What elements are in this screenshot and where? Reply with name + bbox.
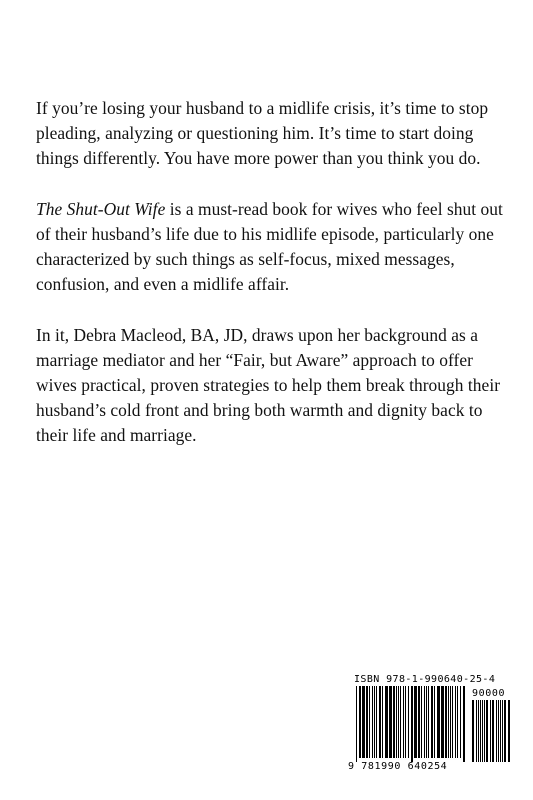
barcode-addon-bar — [484, 700, 485, 762]
barcode-bar — [437, 686, 440, 758]
barcode-bar — [424, 686, 425, 758]
barcode-addon-bar — [500, 700, 501, 762]
barcode-bar — [414, 686, 417, 758]
barcode-addon-bar — [478, 700, 479, 762]
barcode-bar — [431, 686, 433, 758]
barcode-bar — [376, 686, 377, 758]
barcode-bar — [405, 686, 406, 758]
barcode-bar — [374, 686, 375, 758]
barcode-addon-bar — [490, 700, 491, 762]
barcode-addon-bar — [482, 700, 483, 762]
blurb-paragraph-1: If you’re losing your husband to a midlife crisis, it’s time to stop pleading, analyzing or questioning him. It’s time to start doing things differently. You have more power than you think you do. — [36, 98, 489, 168]
barcode-bar — [379, 686, 381, 758]
barcode-bar — [385, 686, 388, 758]
barcode-bar — [441, 686, 444, 758]
barcode-bar — [403, 686, 404, 758]
blurb-paragraph-3: In it, Debra Macleod, BA, JD, draws upon her background as a marriage mediator and her “Fair, but Aware” approach to offer wives practical, proven strategies to help them break through their husband’s cold front and bring both warmth and dignity back to their life and marriage. — [36, 325, 501, 445]
barcode-addon-bar — [486, 700, 488, 762]
back-cover-blurb — [36, 96, 506, 474]
barcode-bar — [452, 686, 453, 758]
barcode-bar — [418, 686, 420, 758]
isbn-label: ISBN 978-1-990640-25-4 — [354, 674, 496, 685]
barcode-bar — [455, 686, 456, 758]
barcode-bar — [408, 686, 409, 758]
barcode-ean-digits: 9 781990 640254 — [348, 761, 448, 772]
barcode-bar — [396, 686, 397, 758]
barcode-bar — [366, 686, 368, 758]
barcode-addon-bar — [498, 700, 499, 762]
barcode-bar — [389, 686, 392, 758]
barcode-bar — [382, 686, 383, 758]
barcode-bar — [369, 686, 370, 758]
barcode-bar — [450, 686, 451, 758]
barcode-bar — [426, 686, 427, 758]
barcode-bar — [460, 686, 461, 758]
barcode-addon-bar — [504, 700, 506, 762]
barcode-addon-bar — [502, 700, 503, 762]
barcode-bar — [359, 686, 361, 758]
barcode-bar — [428, 686, 429, 758]
barcode-addon-digits: 90000 — [472, 688, 506, 699]
barcode-bar — [393, 686, 395, 758]
barcode-addon-bar — [496, 700, 497, 762]
barcode-addon-bar — [480, 700, 481, 762]
barcode-bar — [372, 686, 373, 758]
barcode-bar — [356, 686, 357, 762]
barcode-addon-bar — [472, 700, 474, 762]
blurb-paragraph-2-text: is a must-read book for wives who feel shut out of their husband’s life due to his midlife episode, particularly one characterized by such things as self-focus, mixed messages, confusion, and even a midlife affair. — [36, 199, 503, 294]
barcode-bar — [434, 686, 435, 758]
barcode-addon-bar — [508, 700, 510, 762]
barcode-bar — [398, 686, 399, 758]
barcode-addon-bar — [476, 700, 477, 762]
barcode-bar — [421, 686, 422, 758]
book-title: The Shut-Out Wife — [36, 199, 166, 219]
isbn-barcode — [346, 668, 514, 778]
barcode-bar — [400, 686, 401, 758]
barcode-bar — [445, 686, 447, 758]
barcode-bar — [463, 686, 465, 762]
blurb-paragraph-2 — [36, 197, 506, 297]
barcode-bar — [362, 686, 365, 758]
barcode-bar — [448, 686, 449, 758]
barcode-addon-bar — [492, 700, 494, 762]
barcode-bar — [411, 686, 413, 762]
barcode-bar — [457, 686, 458, 758]
